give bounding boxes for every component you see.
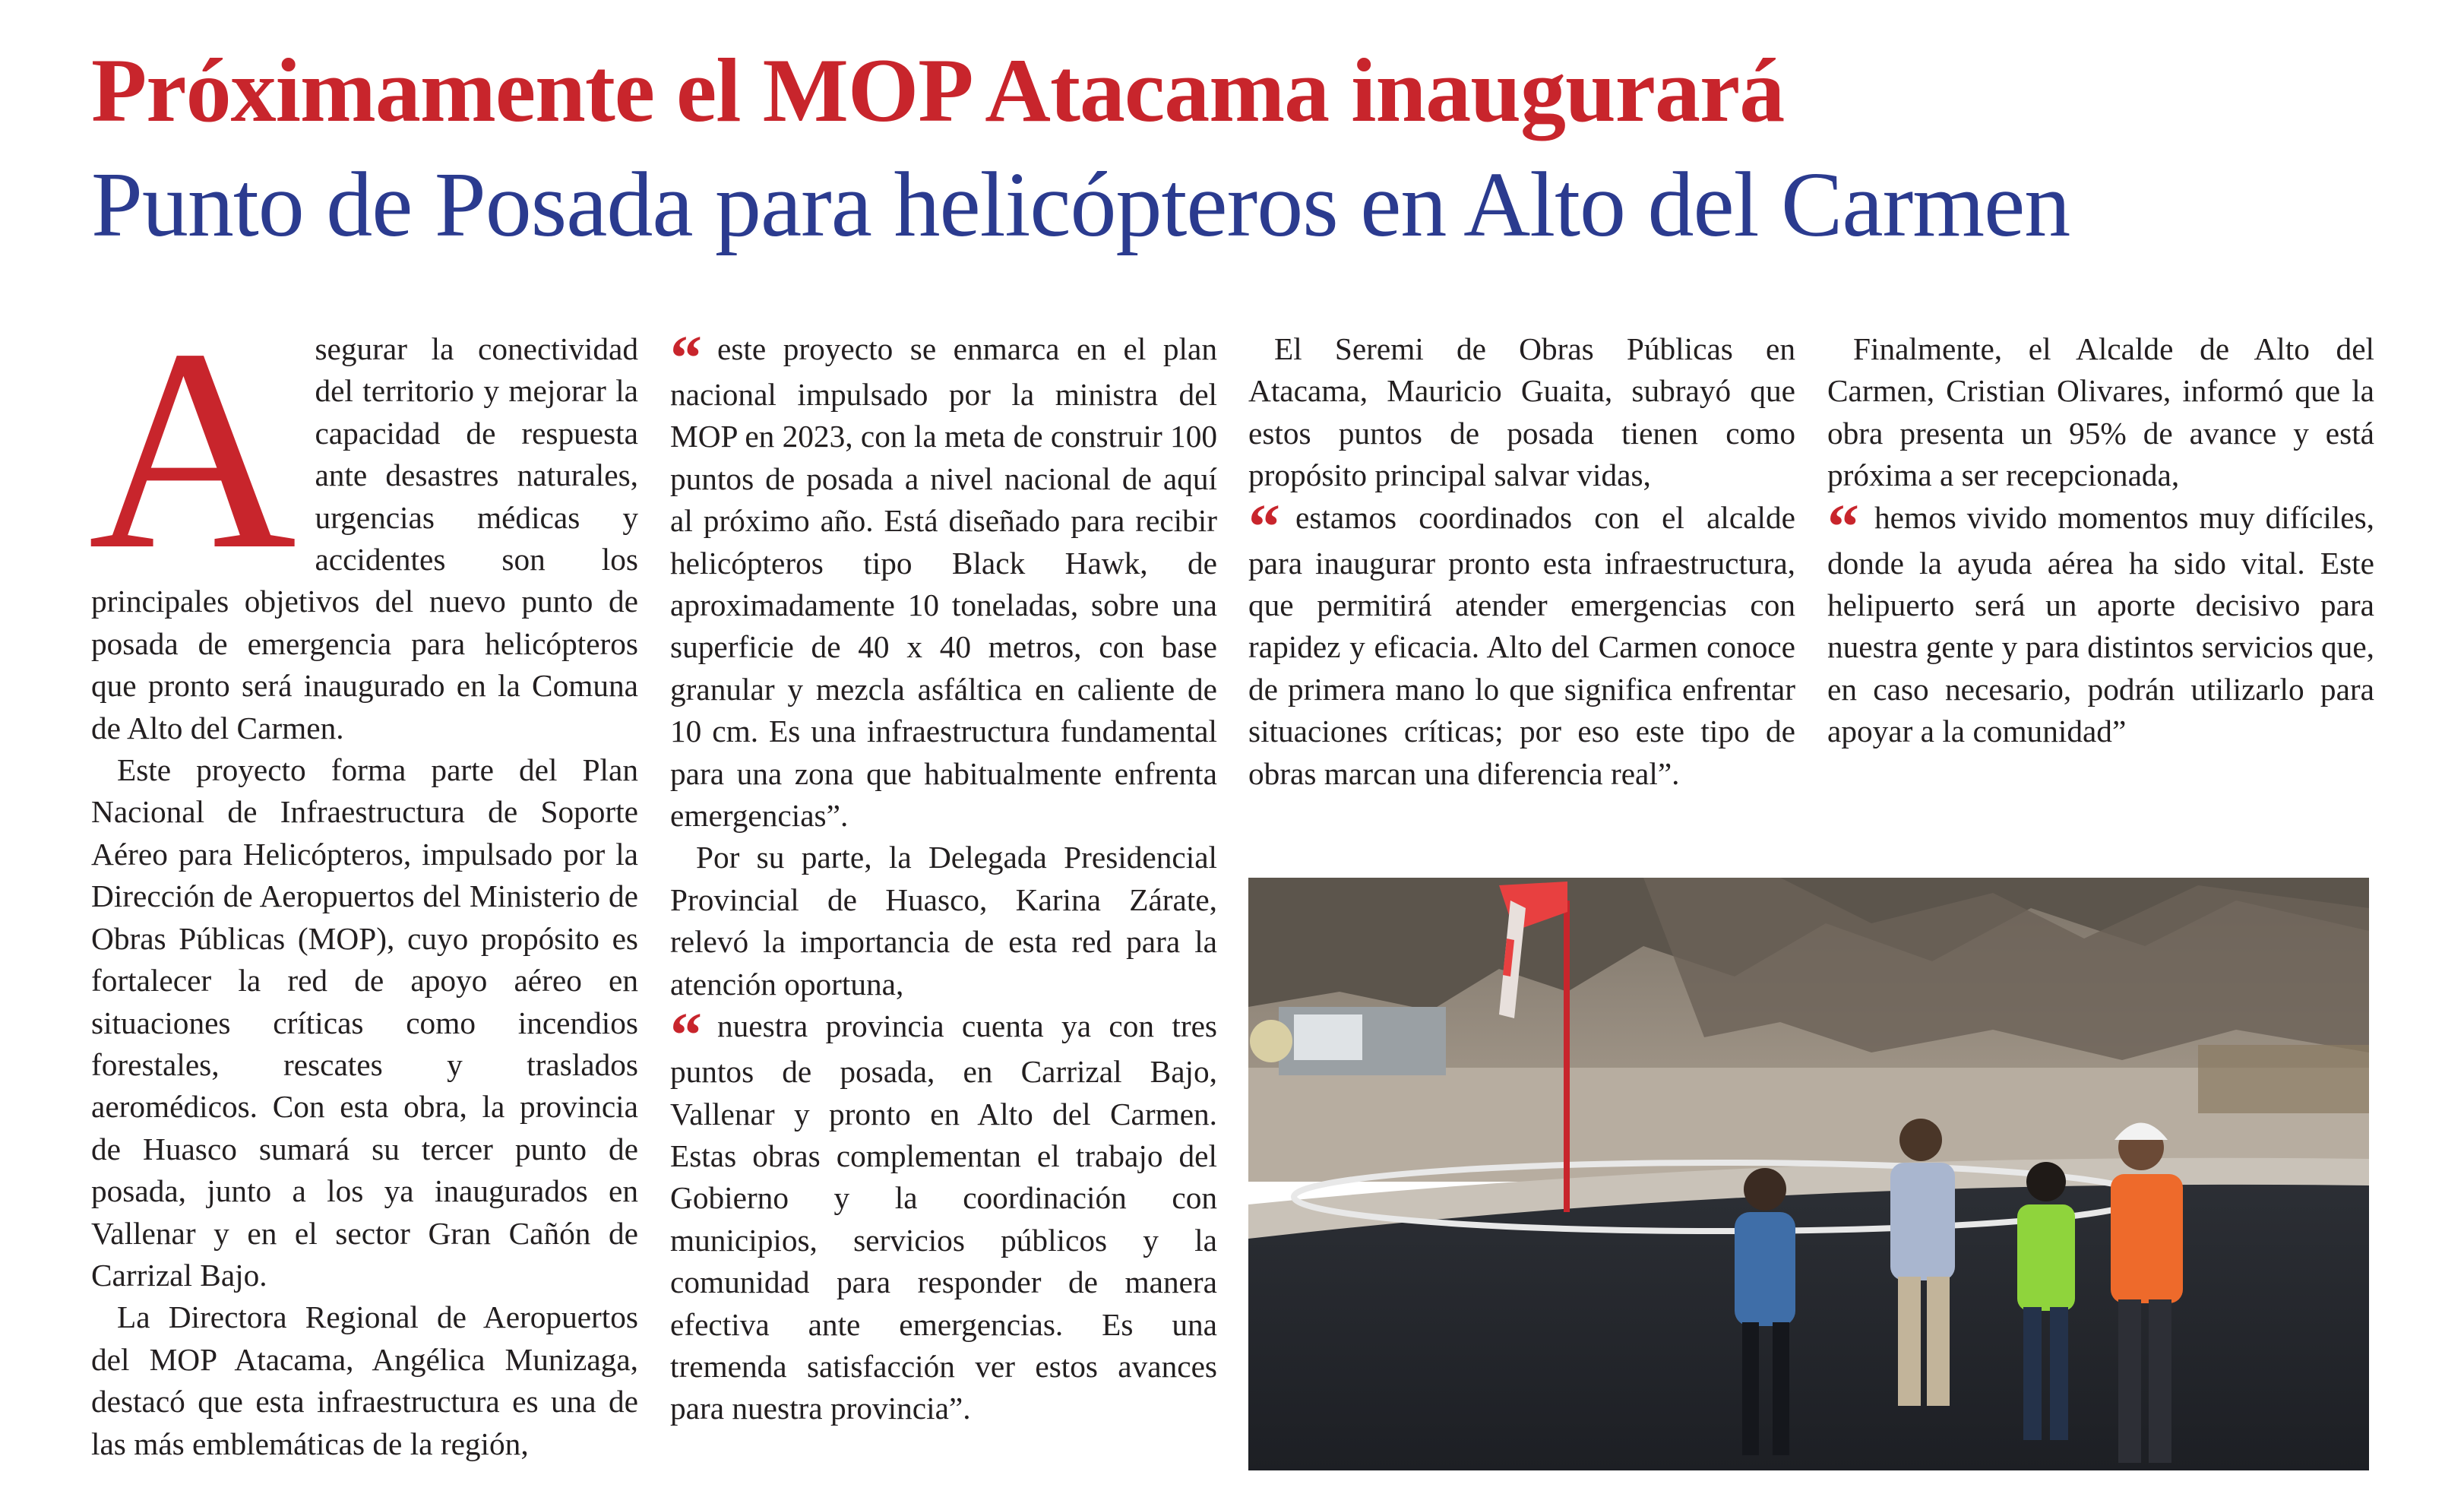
headline-line-2: Punto de Posada para helicópteros en Alto del Carmen xyxy=(91,154,2070,256)
drop-cap: A xyxy=(88,290,297,609)
quote-paragraph xyxy=(670,323,1217,837)
headline-line-1: Próximamente el MOP Atacama inaugurará xyxy=(91,40,1785,141)
quote-text: hemos vivido momentos muy difíciles, donde la ayuda aérea ha sido vital. Este helipuerto será un aporte decisivo para nuestra gente y para distintos servicios que, en caso necesario, podrán utilizarlo para apoyar a la comunidad” xyxy=(1827,499,2374,749)
quote-mark-icon: “ xyxy=(1248,491,1280,562)
paragraph-text: segurar la conectividad del territorio y mejorar la capacidad de respuesta ante desastres naturales, urgencias médicas y accidentes son los principales objetivos del nuevo punto de posada de emergencia para helicópteros que pronto será inaugurado en la Comuna de Alto del Carmen. xyxy=(91,331,638,745)
quote-mark-icon: “ xyxy=(670,1000,702,1071)
paragraph: Por su parte, la Delegada Presidencial Provincial de Huasco, Karina Zárate, relevó la importancia de esta red para la atención oportuna, xyxy=(670,840,1217,1002)
article-column-1 xyxy=(88,290,638,1465)
paragraph: El Seremi de Obras Públicas en Atacama, Mauricio Guaita, subrayó que estos puntos de posada tienen como propósito principal salvar vidas, xyxy=(1248,331,1795,493)
quote-mark-icon: “ xyxy=(1827,491,1859,562)
quote-mark-icon: “ xyxy=(670,323,702,394)
article-column-4 xyxy=(1827,328,2374,753)
windsock-pole xyxy=(1564,901,1570,1212)
quote-text: nuestra provincia cuenta ya con tres puntos de posada, en Carrizal Bajo, Vallenar y pronto en Alto del Carmen. Estas obras complementan el trabajo del Gobierno y la coordinación con municipios, servicios públicos y la comunidad para responder de manera efectiva ante emergencias. Es una tremenda satisfacción ver estos avances para nuestra provincia”. xyxy=(670,1008,1217,1426)
quote-text: estamos coordinados con el alcalde para inaugurar pronto esta infraestructura, que permitirá atender emergencias con rapidez y eficacia. Alto del Carmen conoce de primera mano lo que significa enfrentar situaciones críticas; por eso este tipo de obras marcan una diferencia real”. xyxy=(1248,499,1795,791)
quote-paragraph xyxy=(670,1000,1217,1430)
quote-paragraph xyxy=(1827,491,2374,753)
helipad-photo-illustration xyxy=(1248,878,2369,1470)
site-building xyxy=(1294,1014,1362,1060)
paragraph xyxy=(88,290,638,749)
article-photo xyxy=(1248,878,2369,1470)
paragraph: Este proyecto forma parte del Plan Nacional de Infraestructura de Soporte Aéreo para Helicópteros, impulsado por la Dirección de Aeropuertos del Ministerio de Obras Públicas (MOP), cuyo propósito es fortalecer la red de apoyo aéreo en situaciones críticas como incendios forestales, rescates y traslados aeromédicos. Con esta obra, la provincia de Huasco sumará su tercer punto de posada, junto a los ya inaugurados en Vallenar y en el sector Gran Cañón de Carrizal Bajo. xyxy=(91,752,638,1293)
paragraph: Finalmente, el Alcalde de Alto del Carmen, Cristian Olivares, informó que la obra presenta un 95% de avance y está próxima a ser recepcionada, xyxy=(1827,331,2374,493)
article-column-2 xyxy=(670,323,1217,1430)
helipad-asphalt xyxy=(1248,1181,2369,1470)
mixer-truck xyxy=(1250,1020,1292,1062)
paragraph: La Directora Regional de Aeropuertos del MOP Atacama, Angélica Munizaga, destacó que esta infraestructura es una de las más emblemáticas de la región, xyxy=(91,1299,638,1461)
article-column-3 xyxy=(1248,328,1795,795)
quote-paragraph xyxy=(1248,491,1795,795)
vegetation xyxy=(2198,1045,2369,1113)
quote-text: este proyecto se enmarca en el plan nacional impulsado por la ministra del MOP en 2023, con la meta de construir 100 puntos de posada a nivel nacional de aquí al próximo año. Está diseñado para recibir helicópteros tipo Black Hawk, de aproximadamente 10 toneladas, sobre una superficie de 40 x 40 metros, con base granular y mezcla asfáltica en caliente de 10 cm. Es una infraestructura fundamental para una zona que habitualmente enfrenta emergencias”. xyxy=(670,331,1217,834)
